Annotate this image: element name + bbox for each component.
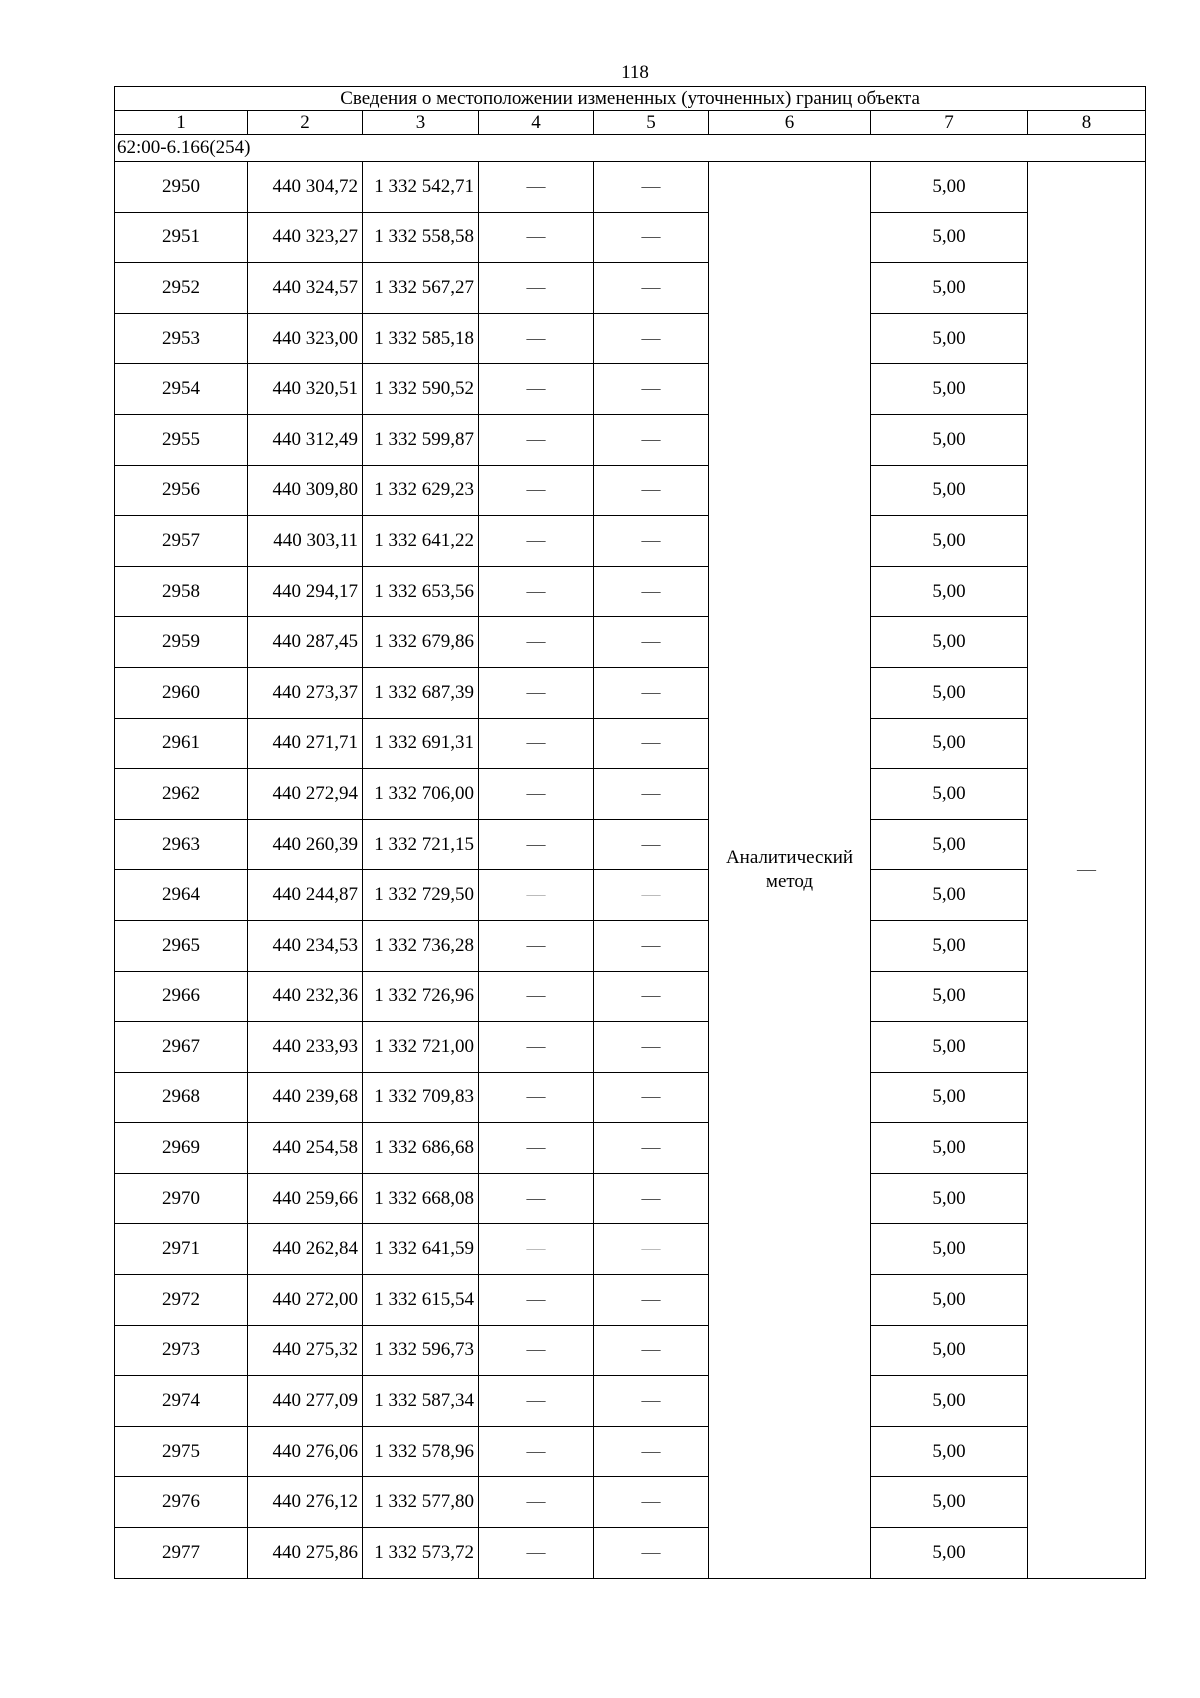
col4-dash: — <box>479 465 594 516</box>
point-number: 2966 <box>115 971 248 1022</box>
point-number: 2974 <box>115 1376 248 1427</box>
point-number: 2972 <box>115 1275 248 1326</box>
col5-dash: — <box>594 769 709 820</box>
accuracy-value: 5,00 <box>871 313 1028 364</box>
col4-dash: — <box>479 1426 594 1477</box>
coord-y: 1 332 706,00 <box>363 769 479 820</box>
point-number: 2973 <box>115 1325 248 1376</box>
table-row <box>115 769 1146 820</box>
coord-y: 1 332 629,23 <box>363 465 479 516</box>
accuracy-value: 5,00 <box>871 364 1028 415</box>
accuracy-value: 5,00 <box>871 920 1028 971</box>
coord-x: 440 323,00 <box>248 313 363 364</box>
point-number: 2970 <box>115 1173 248 1224</box>
table-row <box>115 263 1146 314</box>
coord-x: 440 272,00 <box>248 1275 363 1326</box>
table-row <box>115 1477 1146 1528</box>
point-number: 2952 <box>115 263 248 314</box>
accuracy-value: 5,00 <box>871 819 1028 870</box>
col4-dash: — <box>479 313 594 364</box>
point-number: 2950 <box>115 162 248 213</box>
col4-dash: — <box>479 263 594 314</box>
table-row <box>115 465 1146 516</box>
accuracy-value: 5,00 <box>871 1325 1028 1376</box>
col4-dash: — <box>479 617 594 668</box>
col5-dash: — <box>594 870 709 921</box>
accuracy-value: 5,00 <box>871 971 1028 1022</box>
object-label-row <box>115 135 1146 162</box>
col4-dash: — <box>479 1528 594 1579</box>
column-number-2: 2 <box>248 111 363 135</box>
col4-dash: — <box>479 667 594 718</box>
coord-x: 440 312,49 <box>248 414 363 465</box>
coord-y: 1 332 736,28 <box>363 920 479 971</box>
col5-dash: — <box>594 971 709 1022</box>
col4-dash: — <box>479 1173 594 1224</box>
col5-dash: — <box>594 414 709 465</box>
table-row <box>115 1022 1146 1073</box>
table-row <box>115 870 1146 921</box>
table-row <box>115 1325 1146 1376</box>
coordinates-table <box>114 86 1146 1579</box>
coord-y: 1 332 641,59 <box>363 1224 479 1275</box>
accuracy-value: 5,00 <box>871 870 1028 921</box>
column-number-7: 7 <box>871 111 1028 135</box>
coord-y: 1 332 709,83 <box>363 1072 479 1123</box>
table-row <box>115 1224 1146 1275</box>
col5-dash: — <box>594 1022 709 1073</box>
accuracy-value: 5,00 <box>871 516 1028 567</box>
col4-dash: — <box>479 566 594 617</box>
coord-x: 440 233,93 <box>248 1022 363 1073</box>
accuracy-value: 5,00 <box>871 566 1028 617</box>
accuracy-value: 5,00 <box>871 1072 1028 1123</box>
coord-y: 1 332 653,56 <box>363 566 479 617</box>
coord-x: 440 271,71 <box>248 718 363 769</box>
point-number: 2968 <box>115 1072 248 1123</box>
accuracy-value: 5,00 <box>871 263 1028 314</box>
point-number: 2971 <box>115 1224 248 1275</box>
coord-x: 440 304,72 <box>248 162 363 213</box>
col5-dash: — <box>594 1528 709 1579</box>
table-row <box>115 1528 1146 1579</box>
accuracy-value: 5,00 <box>871 617 1028 668</box>
coord-y: 1 332 615,54 <box>363 1275 479 1326</box>
table-row <box>115 971 1146 1022</box>
coord-x: 440 276,12 <box>248 1477 363 1528</box>
accuracy-value: 5,00 <box>871 1173 1028 1224</box>
col8-value: — <box>1028 162 1146 1579</box>
point-number: 2958 <box>115 566 248 617</box>
coord-y: 1 332 668,08 <box>363 1173 479 1224</box>
col4-dash: — <box>479 971 594 1022</box>
coord-y: 1 332 641,22 <box>363 516 479 567</box>
coord-y: 1 332 577,80 <box>363 1477 479 1528</box>
accuracy-value: 5,00 <box>871 769 1028 820</box>
table-row <box>115 364 1146 415</box>
col5-dash: — <box>594 920 709 971</box>
point-number: 2962 <box>115 769 248 820</box>
col4-dash: — <box>479 212 594 263</box>
col4-dash: — <box>479 1072 594 1123</box>
coord-x: 440 273,37 <box>248 667 363 718</box>
col4-dash: — <box>479 1022 594 1073</box>
coord-x: 440 244,87 <box>248 870 363 921</box>
col4-dash: — <box>479 1477 594 1528</box>
point-number: 2955 <box>115 414 248 465</box>
col4-dash: — <box>479 1275 594 1326</box>
col5-dash: — <box>594 212 709 263</box>
col5-dash: — <box>594 465 709 516</box>
table-row <box>115 1275 1146 1326</box>
accuracy-value: 5,00 <box>871 1022 1028 1073</box>
coord-y: 1 332 726,96 <box>363 971 479 1022</box>
point-number: 2975 <box>115 1426 248 1477</box>
coord-x: 440 287,45 <box>248 617 363 668</box>
accuracy-value: 5,00 <box>871 212 1028 263</box>
col4-dash: — <box>479 819 594 870</box>
accuracy-value: 5,00 <box>871 667 1028 718</box>
method-cell: Аналитический метод <box>709 162 871 1579</box>
point-number: 2953 <box>115 313 248 364</box>
coord-x: 440 232,36 <box>248 971 363 1022</box>
point-number: 2959 <box>115 617 248 668</box>
coord-x: 440 259,66 <box>248 1173 363 1224</box>
table-row <box>115 617 1146 668</box>
accuracy-value: 5,00 <box>871 718 1028 769</box>
accuracy-value: 5,00 <box>871 465 1028 516</box>
object-label: 62:00-6.166(254) <box>115 135 1146 162</box>
coord-x: 440 272,94 <box>248 769 363 820</box>
column-number-3: 3 <box>363 111 479 135</box>
point-number: 2954 <box>115 364 248 415</box>
col5-dash: — <box>594 1224 709 1275</box>
coord-x: 440 239,68 <box>248 1072 363 1123</box>
coord-y: 1 332 558,58 <box>363 212 479 263</box>
page-number: 118 <box>621 62 649 83</box>
column-number-8: 8 <box>1028 111 1146 135</box>
coord-x: 440 277,09 <box>248 1376 363 1427</box>
coord-y: 1 332 585,18 <box>363 313 479 364</box>
accuracy-value: 5,00 <box>871 1477 1028 1528</box>
col5-dash: — <box>594 364 709 415</box>
point-number: 2963 <box>115 819 248 870</box>
point-number: 2969 <box>115 1123 248 1174</box>
col4-dash: — <box>479 718 594 769</box>
col5-dash: — <box>594 566 709 617</box>
table-row <box>115 1173 1146 1224</box>
col5-dash: — <box>594 516 709 567</box>
col4-dash: — <box>479 1123 594 1174</box>
table-row <box>115 920 1146 971</box>
table-row <box>115 414 1146 465</box>
col5-dash: — <box>594 1325 709 1376</box>
accuracy-value: 5,00 <box>871 1123 1028 1174</box>
col5-dash: — <box>594 617 709 668</box>
table-row <box>115 516 1146 567</box>
table-row <box>115 1072 1146 1123</box>
point-number: 2960 <box>115 667 248 718</box>
col5-dash: — <box>594 1123 709 1174</box>
point-number: 2951 <box>115 212 248 263</box>
col4-dash: — <box>479 516 594 567</box>
point-number: 2964 <box>115 870 248 921</box>
coord-y: 1 332 590,52 <box>363 364 479 415</box>
coord-x: 440 275,32 <box>248 1325 363 1376</box>
coord-y: 1 332 578,96 <box>363 1426 479 1477</box>
col4-dash: — <box>479 920 594 971</box>
column-number-6: 6 <box>709 111 871 135</box>
coord-y: 1 332 587,34 <box>363 1376 479 1427</box>
col5-dash: — <box>594 1477 709 1528</box>
coord-x: 440 260,39 <box>248 819 363 870</box>
table-row <box>115 1123 1146 1174</box>
accuracy-value: 5,00 <box>871 1528 1028 1579</box>
accuracy-value: 5,00 <box>871 162 1028 213</box>
coord-y: 1 332 686,68 <box>363 1123 479 1174</box>
coord-y: 1 332 567,27 <box>363 263 479 314</box>
col5-dash: — <box>594 1275 709 1326</box>
coord-x: 440 294,17 <box>248 566 363 617</box>
column-number-row <box>115 111 1146 135</box>
point-number: 2976 <box>115 1477 248 1528</box>
col5-dash: — <box>594 819 709 870</box>
coord-x: 440 320,51 <box>248 364 363 415</box>
col5-dash: — <box>594 1072 709 1123</box>
coord-y: 1 332 721,00 <box>363 1022 479 1073</box>
coord-y: 1 332 687,39 <box>363 667 479 718</box>
table-title-row <box>115 87 1146 111</box>
point-number: 2967 <box>115 1022 248 1073</box>
coord-x: 440 276,06 <box>248 1426 363 1477</box>
coord-y: 1 332 542,71 <box>363 162 479 213</box>
coord-x: 440 234,53 <box>248 920 363 971</box>
coord-y: 1 332 679,86 <box>363 617 479 668</box>
point-number: 2961 <box>115 718 248 769</box>
col5-dash: — <box>594 162 709 213</box>
table-row <box>115 1376 1146 1427</box>
col4-dash: — <box>479 414 594 465</box>
point-number: 2965 <box>115 920 248 971</box>
col5-dash: — <box>594 1426 709 1477</box>
col4-dash: — <box>479 162 594 213</box>
column-number-5: 5 <box>594 111 709 135</box>
point-number: 2977 <box>115 1528 248 1579</box>
col4-dash: — <box>479 870 594 921</box>
coord-x: 440 254,58 <box>248 1123 363 1174</box>
table-row <box>115 718 1146 769</box>
table-row <box>115 819 1146 870</box>
table-row <box>115 1426 1146 1477</box>
coord-x: 440 323,27 <box>248 212 363 263</box>
coord-y: 1 332 721,15 <box>363 819 479 870</box>
accuracy-value: 5,00 <box>871 1275 1028 1326</box>
col5-dash: — <box>594 718 709 769</box>
accuracy-value: 5,00 <box>871 1224 1028 1275</box>
accuracy-value: 5,00 <box>871 414 1028 465</box>
coord-y: 1 332 691,31 <box>363 718 479 769</box>
table-row <box>115 313 1146 364</box>
table-title: Сведения о местоположении измененных (уточненных) границ объекта <box>115 87 1146 111</box>
column-number-4: 4 <box>479 111 594 135</box>
col4-dash: — <box>479 769 594 820</box>
accuracy-value: 5,00 <box>871 1376 1028 1427</box>
coord-x: 440 324,57 <box>248 263 363 314</box>
col5-dash: — <box>594 263 709 314</box>
coord-x: 440 262,84 <box>248 1224 363 1275</box>
col4-dash: — <box>479 1224 594 1275</box>
coord-x: 440 303,11 <box>248 516 363 567</box>
col5-dash: — <box>594 1173 709 1224</box>
coord-x: 440 275,86 <box>248 1528 363 1579</box>
coord-x: 440 309,80 <box>248 465 363 516</box>
coord-y: 1 332 573,72 <box>363 1528 479 1579</box>
coord-y: 1 332 729,50 <box>363 870 479 921</box>
column-number-1: 1 <box>115 111 248 135</box>
col4-dash: — <box>479 364 594 415</box>
col4-dash: — <box>479 1325 594 1376</box>
col5-dash: — <box>594 667 709 718</box>
table-row <box>115 212 1146 263</box>
accuracy-value: 5,00 <box>871 1426 1028 1477</box>
table-row <box>115 667 1146 718</box>
col4-dash: — <box>479 1376 594 1427</box>
table-row <box>115 162 1146 213</box>
coord-y: 1 332 596,73 <box>363 1325 479 1376</box>
table-row <box>115 566 1146 617</box>
point-number: 2957 <box>115 516 248 567</box>
coord-y: 1 332 599,87 <box>363 414 479 465</box>
col5-dash: — <box>594 1376 709 1427</box>
point-number: 2956 <box>115 465 248 516</box>
col5-dash: — <box>594 313 709 364</box>
